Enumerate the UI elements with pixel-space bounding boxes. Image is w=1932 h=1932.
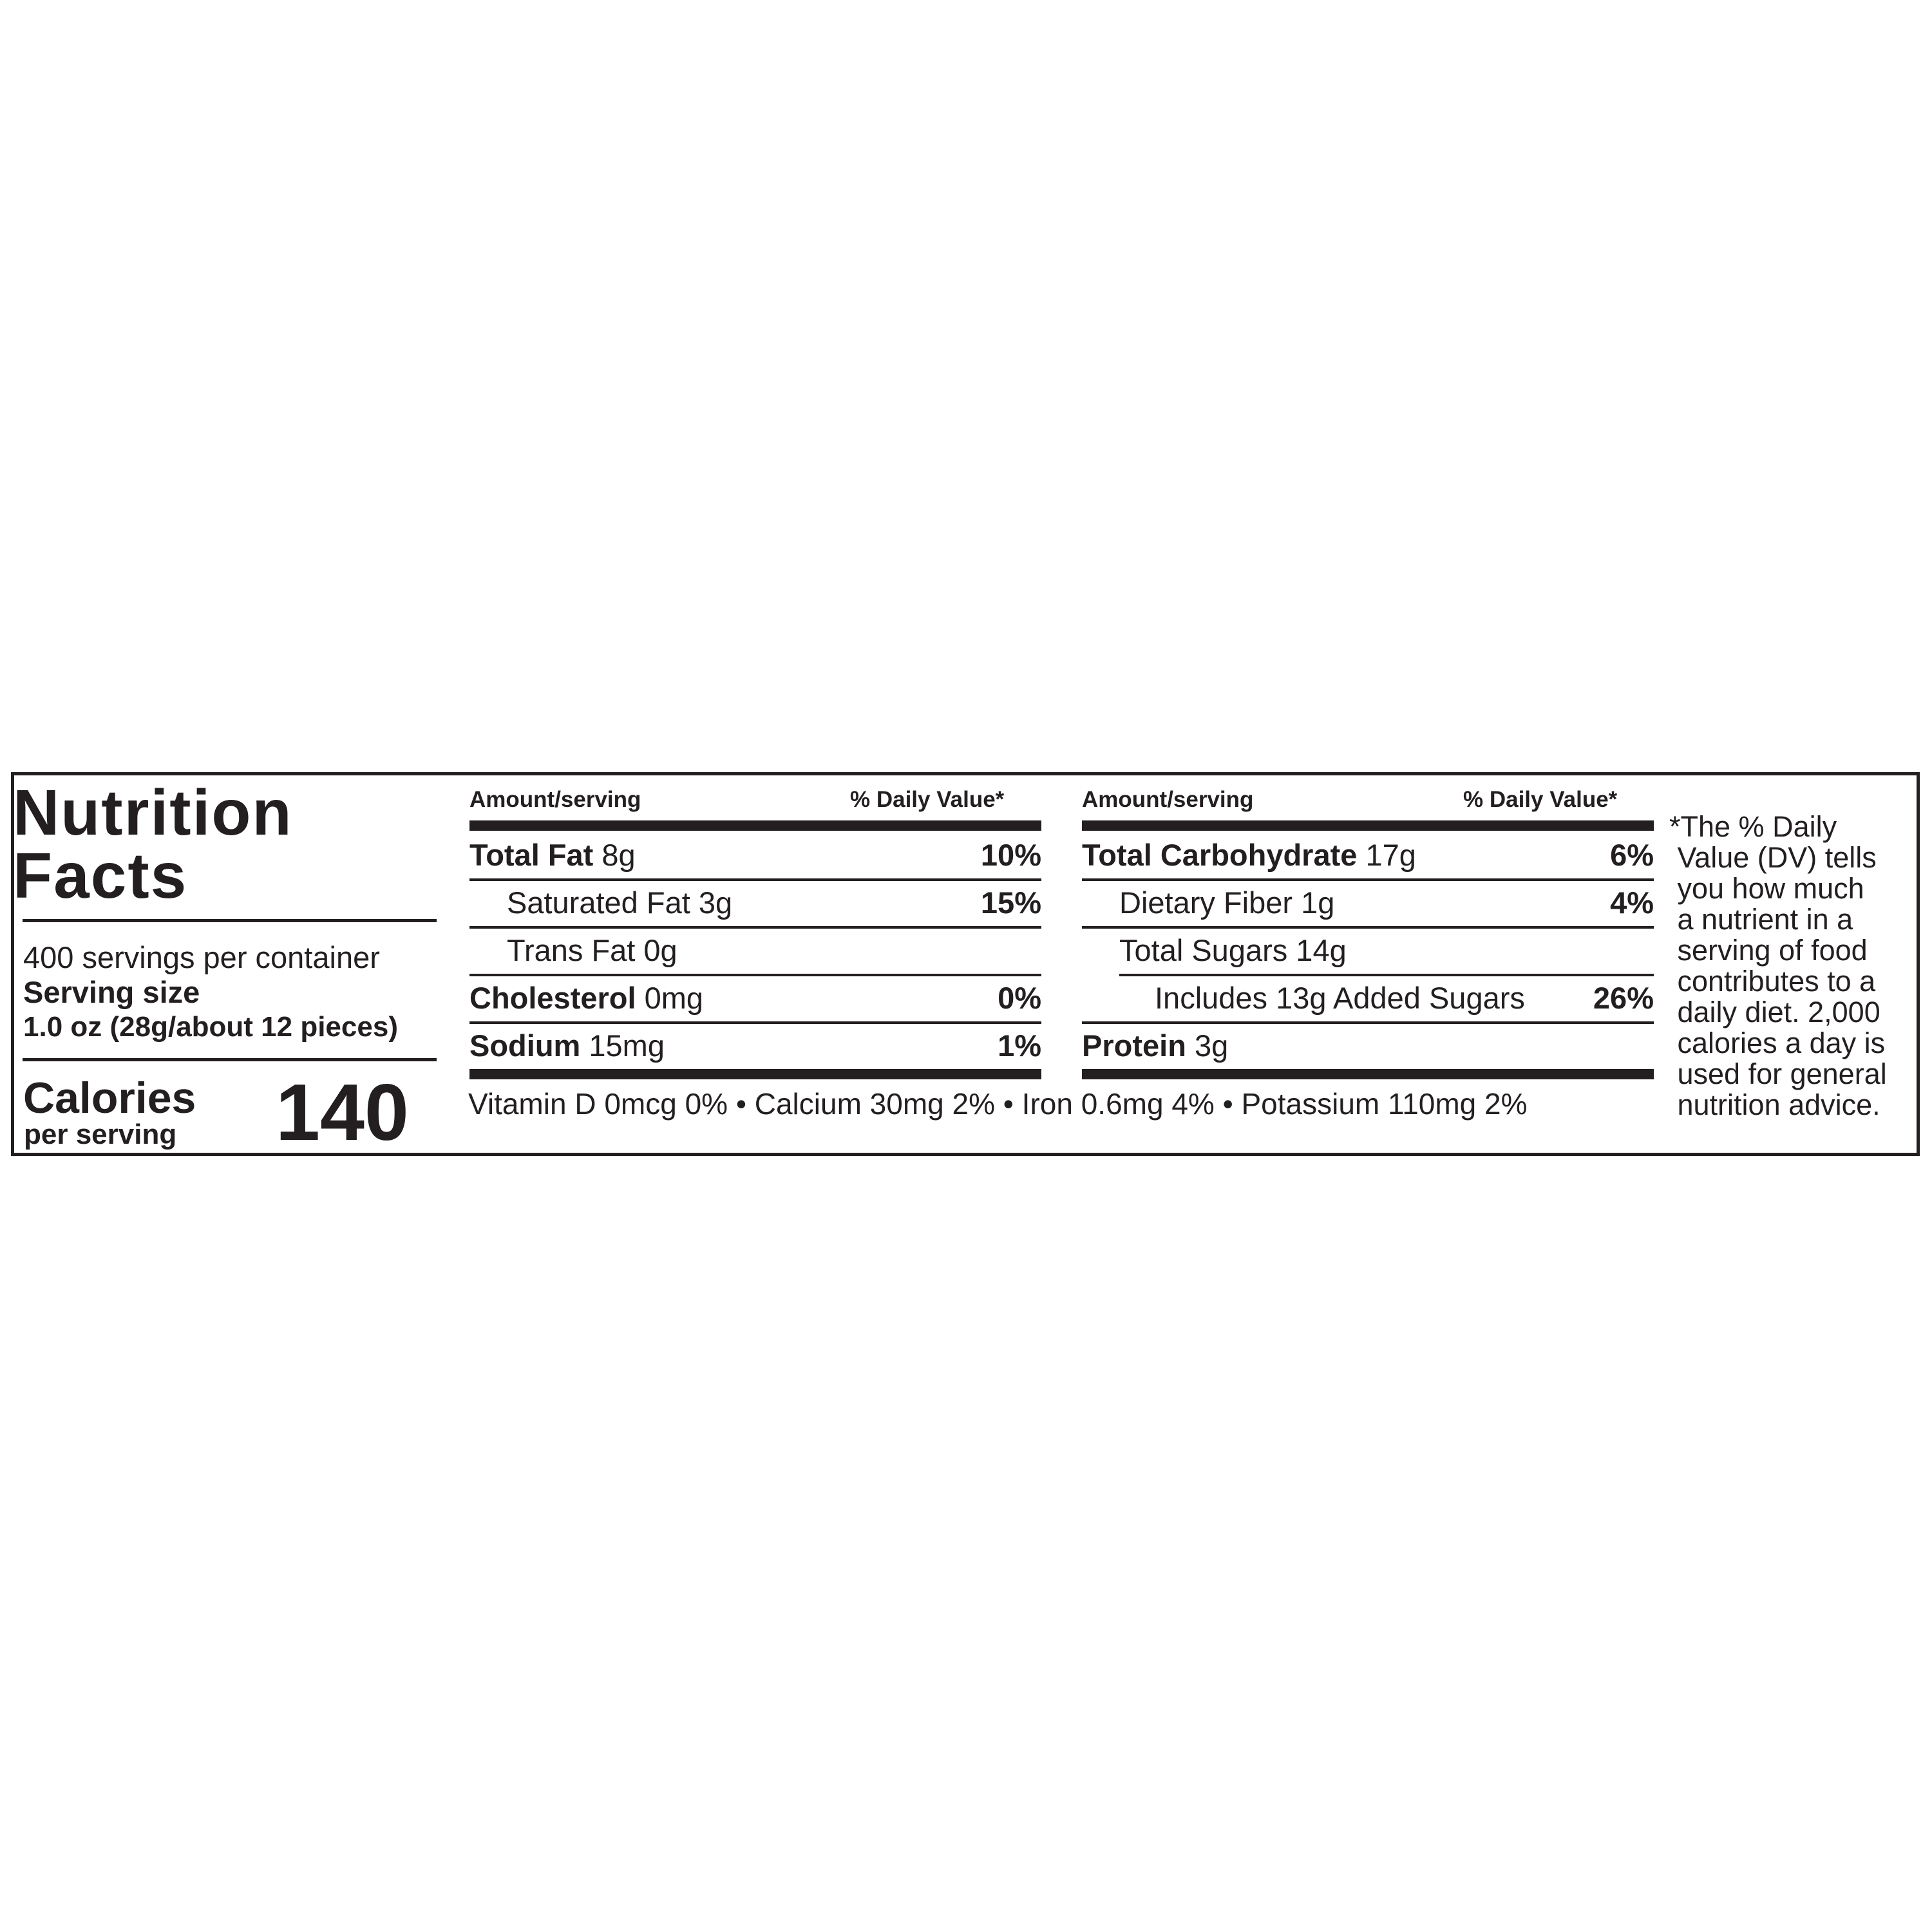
daily-value-footnote: *The % Daily Value (DV) tells you how much a nutrient in a serving of food contributes to a daily diet. 2,000 calories a day is used for general nutrition advice. bbox=[1669, 810, 1887, 1121]
nutrient-row bbox=[469, 980, 703, 1016]
nutrient-name: Protein bbox=[1082, 1028, 1186, 1063]
heavy-rule bbox=[469, 1069, 1041, 1079]
row-rule bbox=[469, 974, 1041, 976]
row-rule bbox=[469, 926, 1041, 929]
nutrient-name: Cholesterol bbox=[469, 981, 636, 1015]
row-rule bbox=[1082, 1021, 1654, 1024]
nutrient-dv: 26% bbox=[1593, 981, 1654, 1015]
title-line-2: Facts bbox=[13, 840, 188, 912]
nutrient-row bbox=[1082, 1028, 1228, 1063]
vitamins-minerals: Vitamin D 0mcg 0% • Calcium 30mg 2% • Iron 0.6mg 4% • Potassium 110mg 2% bbox=[468, 1087, 1528, 1121]
heavy-rule bbox=[1082, 1069, 1654, 1079]
nutrient-dv: 4% bbox=[1610, 886, 1654, 920]
divider bbox=[23, 1058, 437, 1061]
column-2-amount-header: Amount/serving bbox=[1082, 787, 1254, 812]
nutrient-dv: 6% bbox=[1610, 838, 1654, 872]
heavy-rule bbox=[469, 820, 1041, 831]
row-rule bbox=[1082, 926, 1654, 929]
calories-per-serving: per serving bbox=[24, 1119, 177, 1150]
column-1-amount-header: Amount/serving bbox=[469, 787, 641, 812]
nutrient-amount: 8g bbox=[601, 838, 636, 872]
heavy-rule bbox=[1082, 820, 1654, 831]
nutrient-row: Includes 13g Added Sugars bbox=[1155, 981, 1525, 1015]
nutrient-dv: 15% bbox=[980, 886, 1041, 920]
calories-label: Calories bbox=[23, 1074, 196, 1122]
nutrient-name: Sodium bbox=[469, 1028, 581, 1063]
nutrient-row bbox=[1082, 837, 1416, 873]
title bbox=[13, 777, 293, 912]
column-2-dv-header: % Daily Value* bbox=[1463, 787, 1618, 812]
nutrient-row bbox=[469, 1028, 665, 1063]
row-rule bbox=[1119, 974, 1654, 976]
nutrient-row bbox=[469, 837, 636, 873]
nutrient-amount: 17g bbox=[1365, 838, 1416, 872]
nutrient-row: Trans Fat 0g bbox=[507, 933, 677, 967]
row-rule bbox=[1082, 878, 1654, 881]
serving-size-value: 1.0 oz (28g/about 12 pieces) bbox=[23, 1011, 398, 1043]
nutrient-row: Dietary Fiber 1g bbox=[1119, 886, 1335, 920]
servings-per-container: 400 servings per container bbox=[23, 940, 380, 974]
row-rule bbox=[469, 878, 1041, 881]
nutrient-amount: 0mg bbox=[644, 981, 704, 1015]
nutrient-amount: 3g bbox=[1194, 1028, 1229, 1063]
title-line-1: Nutrition bbox=[13, 777, 293, 849]
calories-value: 140 bbox=[276, 1068, 409, 1157]
nutrient-dv: 10% bbox=[980, 838, 1041, 872]
nutrient-dv: 1% bbox=[998, 1028, 1041, 1063]
row-rule bbox=[469, 1021, 1041, 1024]
nutrient-row: Total Sugars 14g bbox=[1119, 933, 1347, 967]
nutrient-dv: 0% bbox=[998, 981, 1041, 1015]
nutrient-name: Total Fat bbox=[469, 838, 594, 872]
nutrient-name: Total Carbohydrate bbox=[1082, 838, 1358, 872]
divider bbox=[23, 919, 437, 922]
column-1-dv-header: % Daily Value* bbox=[850, 787, 1005, 812]
serving-size-label: Serving size bbox=[23, 975, 200, 1009]
nutrient-amount: 15mg bbox=[589, 1028, 665, 1063]
nutrient-row: Saturated Fat 3g bbox=[507, 886, 733, 920]
